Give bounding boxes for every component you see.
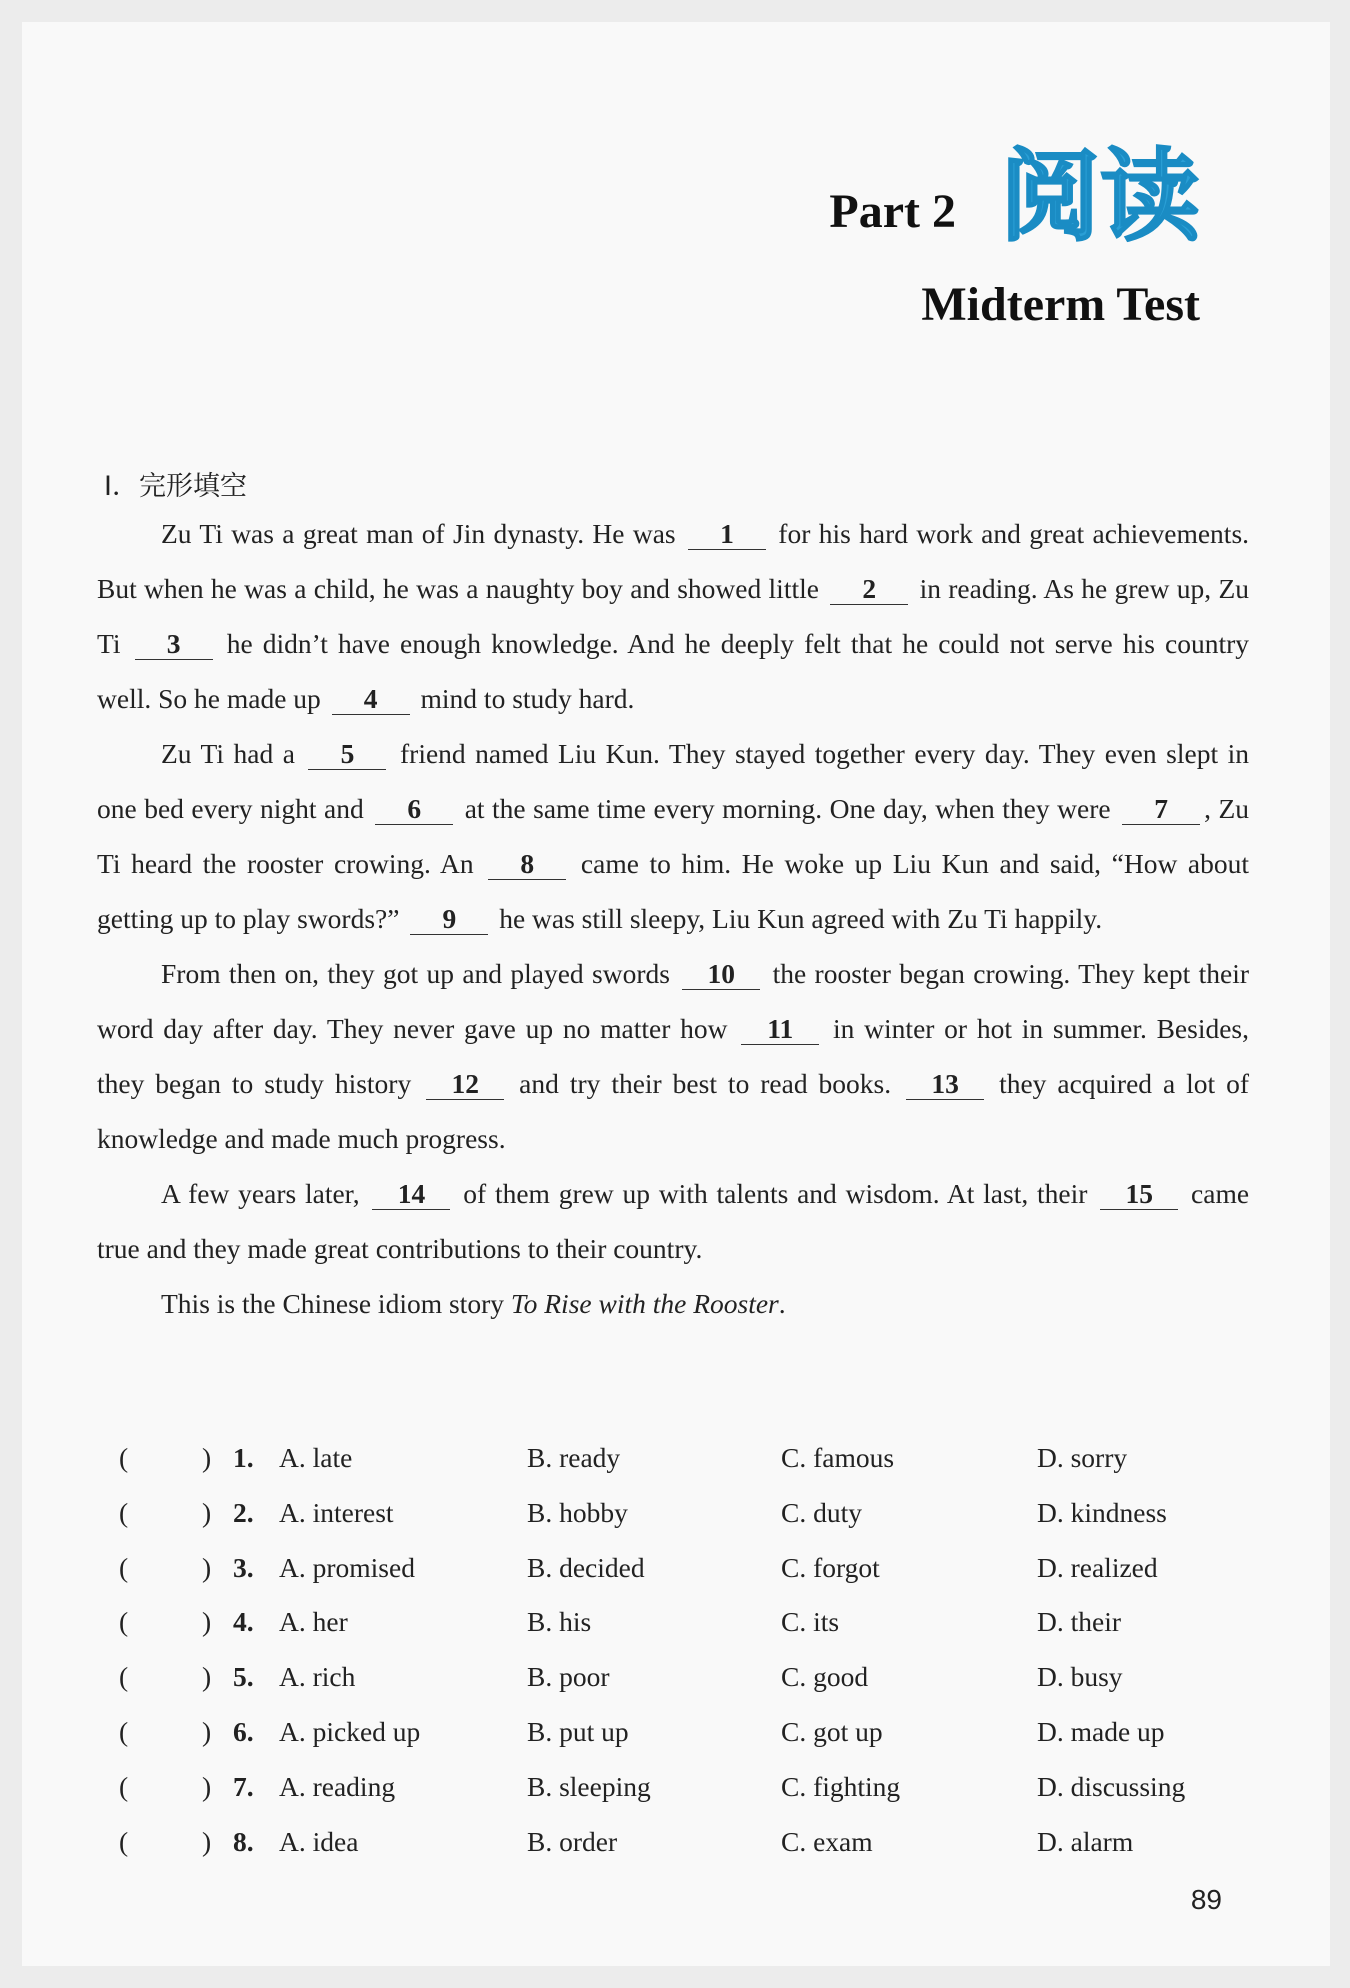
option-d: D. busy [1037,1661,1123,1693]
option-d: D. alarm [1037,1825,1134,1857]
question-row [97,1442,1257,1497]
blank-13: 13 [906,1069,984,1100]
question-row [97,1716,1257,1771]
question-number: 4. [233,1606,254,1638]
text: he didn’t have enough knowledge. And he deeply felt that he could not serve his country well. So he made up [97,628,1250,714]
answer-paren-close: ) [202,1606,212,1638]
option-c: C. got up [781,1715,883,1747]
option-a: A. promised [279,1551,415,1583]
question-row [97,1497,1257,1552]
answer-paren-close: ) [202,1442,212,1473]
answer-paren-close: ) [202,1770,212,1802]
option-a: A. her [279,1606,348,1638]
answer-paren-open[interactable]: ( [119,1442,129,1473]
paragraph-1 [97,506,1249,726]
text: in reading. As he grew up, Zu Ti [97,573,1250,659]
option-d: D. kindness [1037,1496,1167,1528]
blank-5: 5 [308,739,386,770]
option-b: B. decided [527,1551,645,1583]
question-number: 6. [233,1715,254,1747]
blank-14: 14 [372,1179,450,1210]
option-a: A. idea [279,1825,359,1857]
story-title: To Rise with the Rooster [510,1288,779,1319]
page [22,22,1330,1966]
option-b: B. ready [527,1442,621,1473]
paragraph-4 [97,1166,1249,1276]
option-a: A. picked up [279,1715,421,1747]
blank-10: 10 [682,959,760,990]
text: they acquired a lot of knowledge and made much progress. [97,1068,1250,1154]
blank-15: 15 [1100,1179,1178,1210]
answer-paren-close: ) [202,1496,212,1528]
blank-1: 1 [688,519,766,550]
text: came to him. He woke up Liu Kun and said, “How about getting up to play swords?” [97,848,1250,934]
text: Zu Ti had a [161,738,295,769]
option-c: C. forgot [781,1551,880,1583]
question-number: 7. [233,1770,254,1802]
text: , Zu Ti heard the rooster crowing. An [97,793,1249,879]
option-b: B. order [527,1825,618,1857]
blank-3: 3 [135,629,213,660]
text: he was still sleepy, Liu Kun agreed with Zu Ti happily. [499,903,1103,934]
part-header [829,138,1200,255]
answer-paren-open[interactable]: ( [119,1715,129,1747]
option-c: C. duty [781,1496,862,1528]
option-d: D. realized [1037,1551,1158,1583]
answer-paren-open[interactable]: ( [119,1825,129,1857]
paragraph-3 [97,946,1249,1166]
blank-7: 7 [1122,794,1200,825]
page-subtitle: Midterm Test [921,278,1200,331]
text: This is the Chinese idiom story [161,1288,504,1319]
text: for his hard work and great achievements. But when he was a child, he was a naughty boy and showed little [97,518,1250,604]
text: From then on, they got up and played swords [161,958,670,989]
answer-paren-close: ) [202,1551,212,1583]
text: A few years later, [161,1178,360,1209]
answer-paren-close: ) [202,1661,212,1693]
text: came true and they made great contributions to their country. [97,1178,1250,1264]
option-d: D. discussing [1037,1770,1186,1802]
option-b: B. hobby [527,1496,628,1528]
answer-paren-open[interactable]: ( [119,1551,129,1583]
option-d: D. sorry [1037,1442,1128,1473]
blank-6: 6 [375,794,453,825]
answer-paren-close: ) [202,1825,212,1857]
option-c: C. famous [781,1442,895,1473]
option-a: A. reading [279,1770,396,1802]
paragraph-5 [97,1276,1249,1331]
answer-paren-open[interactable]: ( [119,1496,129,1528]
text: and try their best to read books. [519,1068,892,1099]
answer-paren-open[interactable]: ( [119,1661,129,1693]
text: mind to study hard. [420,683,635,714]
cloze-passage [97,506,1249,1331]
answer-paren-open[interactable]: ( [119,1770,129,1802]
question-options [97,1442,1257,1880]
page-number: 89 [1190,1884,1222,1915]
question-number: 5. [233,1661,254,1693]
option-c: C. fighting [781,1770,901,1802]
option-a: A. interest [279,1496,394,1528]
option-c: C. its [781,1606,840,1638]
option-d: D. their [1037,1606,1122,1638]
option-b: B. his [527,1606,592,1638]
answer-paren-open[interactable]: ( [119,1606,129,1638]
option-a: A. rich [279,1661,356,1693]
text: at the same time every morning. One day, when they were [464,793,1111,824]
part-title-cn: 阅读 [1000,138,1200,255]
blank-8: 8 [488,849,566,880]
text: . [778,1288,786,1319]
blank-9: 9 [410,904,488,935]
paragraph-2 [97,726,1249,946]
question-row [97,1826,1257,1881]
blank-2: 2 [830,574,908,605]
question-row [97,1606,1257,1661]
question-number: 3. [233,1551,254,1583]
question-number: 2. [233,1496,254,1528]
text: friend named Liu Kun. They stayed together every day. They even slept in one bed every night and [97,738,1249,824]
question-row [97,1552,1257,1607]
text: Zu Ti was a great man of Jin dynasty. He was [161,518,676,549]
question-row [97,1771,1257,1826]
option-c: C. good [781,1661,869,1693]
option-b: B. put up [527,1715,629,1747]
option-a: A. late [279,1442,353,1473]
question-row [97,1661,1257,1716]
text: in winter or hot in summer. Besides, they began to study history [97,1013,1250,1099]
option-c: C. exam [781,1825,873,1857]
part-label: Part 2 [829,185,956,238]
option-d: D. made up [1037,1715,1165,1747]
text: the rooster began crowing. They kept their word day after day. They never gave up no matter how [97,958,1250,1044]
blank-4: 4 [332,684,410,715]
option-b: B. poor [527,1661,610,1693]
section-title: I．完形填空 [104,471,247,502]
question-number: 1. [233,1442,254,1473]
question-number: 8. [233,1825,254,1857]
option-b: B. sleeping [527,1770,651,1802]
text: of them grew up with talents and wisdom. At last, their [463,1178,1088,1209]
blank-11: 11 [741,1014,819,1045]
blank-12: 12 [426,1069,504,1100]
answer-paren-close: ) [202,1715,212,1747]
